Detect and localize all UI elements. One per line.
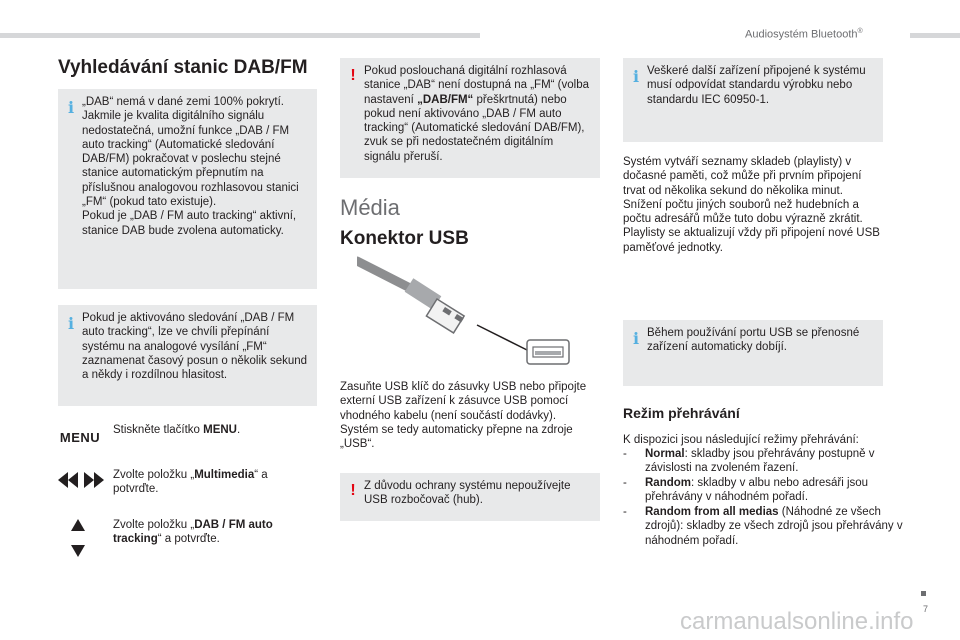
page-number: 7	[923, 604, 929, 614]
info-icon: i	[632, 329, 640, 348]
info-box-iec	[623, 58, 883, 142]
info-icon: i	[67, 98, 75, 117]
info-box-dab-coverage	[58, 89, 317, 289]
step-press-menu: Stiskněte tlačítko MENU.	[113, 424, 241, 436]
usb-connector-illustration	[357, 255, 577, 370]
header-rule-right	[910, 33, 960, 38]
usb-instructions: Zasuňte USB klíč do zásuvky USB nebo připojte externí USB zařízení k zásuvce USB pomocí vhodného kabelu (není součástí dodávky). Systém se tedy automaticky přepne na zdroje „USB“.	[340, 381, 587, 451]
warning-text: Pokud poslouchaná digitální rozhlasová stanice „DAB“ není dostupná na „FM“ (volba nastavení „DAB/FM“ přeškrtnutá) nebo pokud není aktivováno „DAB / FM auto tracking“ (Automatické sledování DAB/FM), zvuk se při nedostatečném digitálním signálu přeruší.	[364, 65, 589, 163]
media-title: Média	[340, 195, 400, 220]
section-heading-dab-fm: Vyhledávání stanic DAB/FM	[58, 57, 308, 78]
warning-icon: !	[350, 67, 356, 84]
playback-mode-intro: K dispozici jsou následující režimy přehrávání:	[623, 434, 859, 446]
info-box-tracking	[58, 305, 317, 406]
warning-icon: !	[350, 482, 356, 499]
info-icon: i	[67, 314, 75, 333]
info-icon: i	[632, 67, 640, 86]
header-rule-left	[0, 33, 480, 38]
info-text: Pokud je aktivováno sledování „DAB / FM auto tracking“, lze ve chvíli přepínání systému na analogové vysílání „FM“ zaznamenat časový posun o několik sekund a někdy i rozdílnou hlasitost.	[82, 312, 308, 382]
up-down-arrows-icon	[70, 518, 86, 558]
step-select-multimedia: Zvolte položku „Multimedia“ a potvrďte.	[113, 469, 268, 496]
step-select-dab-fm: Zvolte položku „DAB / FM auto tracking“ a potvrďte.	[113, 519, 273, 546]
seek-arrows-icon	[58, 471, 104, 489]
watermark: carmanualsonline.info	[680, 608, 914, 635]
playback-mode-heading: Režim přehrávání	[623, 405, 740, 421]
info-text: Veškeré další zařízení připojené k systému musí odpovídat standardu výrobku nebo standardu IEC 60950-1.	[647, 65, 866, 106]
warning-box-usb-hub	[340, 473, 600, 521]
warning-box-dab-fm	[340, 58, 600, 178]
footer-dot	[921, 591, 926, 596]
info-box-charging	[623, 320, 883, 386]
menu-button-icon: MENU	[59, 429, 101, 445]
usb-heading: Konektor USB	[340, 228, 469, 249]
info-text: „DAB“ nemá v dané zemi 100% pokrytí. Jakmile je kvalita digitálního signálu nedostatečná, umožní funkce „DAB / FM auto tracking“ (Automatické sledování DAB/FM) pokračovat v poslechu stejné stanice automatickým přepnutím na příslušnou analogovou rozhlasovou stanici „FM“ (pokud tato existuje). Pokud je „DAB / FM auto tracking“ aktivní, stanice DAB bude zvolena automaticky.	[82, 96, 299, 237]
warning-text: Z důvodu ochrany systému nepoužívejte USB rozbočovač (hub).	[364, 480, 571, 507]
info-text: Během používání portu USB se přenosné zařízení automaticky dobíjí.	[647, 327, 860, 354]
page-header-title: Audiosystém Bluetooth®	[745, 28, 863, 41]
playlist-paragraph: Systém vytváří seznamy skladeb (playlisty) v dočasné paměti, což může při prvním připojení trvat od několika sekund do několika minut. Snížení počtu jiných souborů než hudebních a počtu adresářů může tuto dobu výrazně zkrátit. Playlisty se aktualizují vždy při připojení nové USB paměťové jednotky.	[623, 156, 880, 254]
